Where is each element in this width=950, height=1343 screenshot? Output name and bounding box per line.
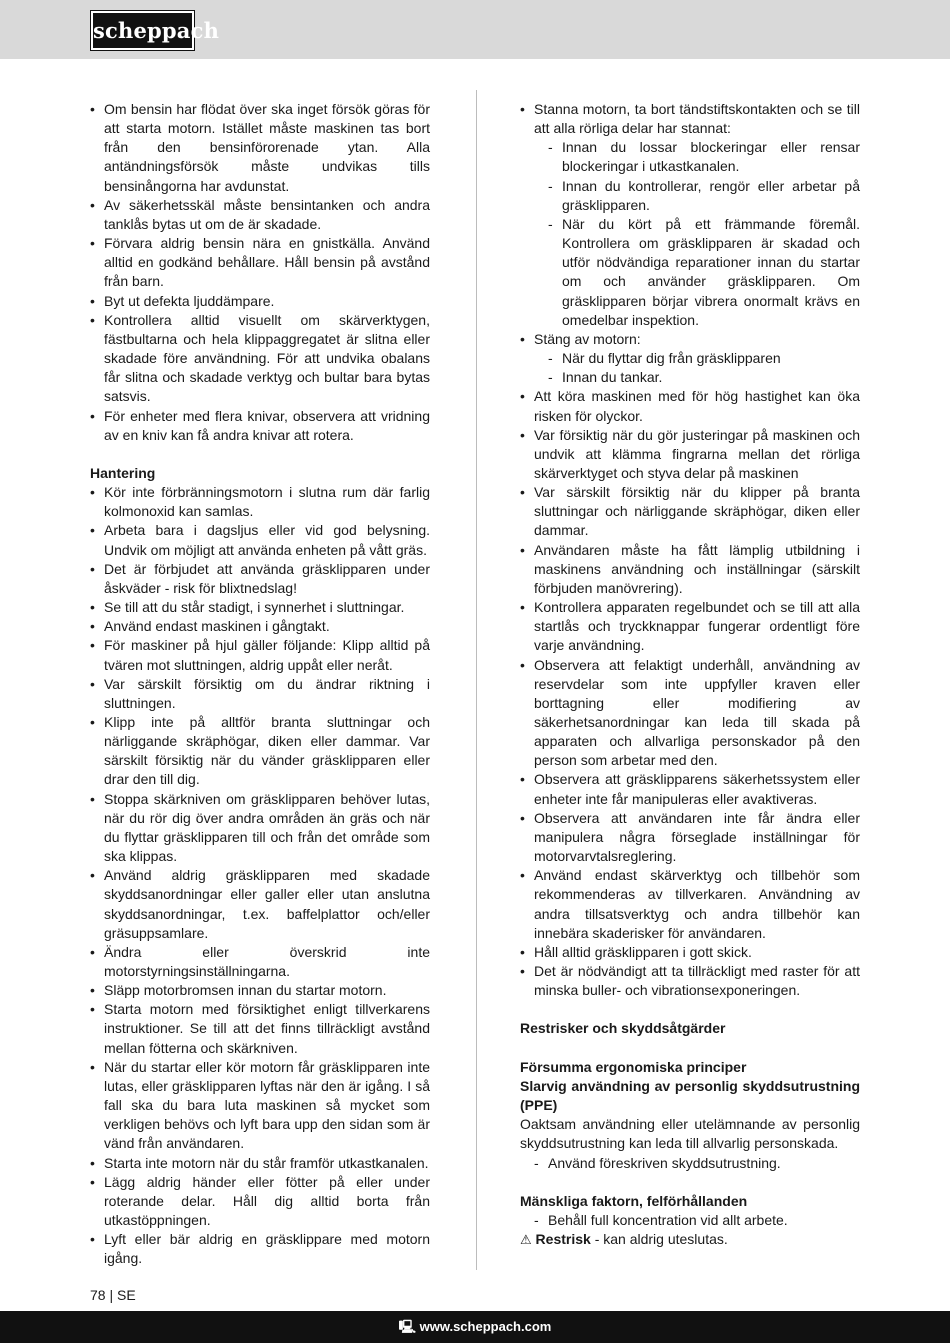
- monitor-icon: 🖳: [398, 1319, 416, 1334]
- list-item: • Se till att du står stadigt, i synnerhet i sluttningar.: [90, 598, 430, 617]
- hantering-list: [90, 483, 430, 1268]
- list-item: • Starta motorn med försiktighet enligt tillverkarens instruktioner. Se till att det finns tillräckligt avstånd mellan fötterna och skärkniven.: [90, 1000, 430, 1057]
- stop-engine-sublist: [534, 138, 860, 330]
- list-item: • Släpp motorbromsen innan du startar motorn.: [90, 981, 430, 1000]
- list-item: • Stoppa skärkniven om gräsklipparen behöver lutas, när du rör dig över andra områden än gräs och när du flyttar gräsklipparen till och från det område som ska klippas.: [90, 790, 430, 867]
- left-column: [90, 100, 430, 1269]
- list-item: • Använd aldrig gräsklipparen med skadade skyddsanordningar eller galler eller utan anslutna skyddsanordningar, t.ex. baffelplattor och/eller gräsuppsamlare.: [90, 866, 430, 943]
- shutoff-text: Stäng av motorn:: [534, 330, 641, 347]
- list-item: • Var särskilt försiktig när du klipper på branta sluttningar och närliggande skräphögar, diken eller dammar.: [520, 483, 860, 540]
- list-item: • Observera att användaren inte får ändra eller manipulera några förseglade inställningar för motorvarvtalsreglering.: [520, 809, 860, 866]
- spacer: [520, 1173, 860, 1192]
- list-item: • Kör inte förbränningsmotorn i slutna rum där farlig kolmonoxid kan samlas.: [90, 483, 430, 521]
- list-item: • Byt ut defekta ljuddämpare.: [90, 292, 430, 311]
- list-item: • Var särskilt försiktig om du ändrar riktning i sluttningen.: [90, 675, 430, 713]
- separator: |: [109, 1287, 114, 1303]
- sub-list-item: - Innan du tankar.: [534, 368, 860, 387]
- list-item: • Lägg aldrig händer eller fötter på eller under roterande delar. Håll dig alltid borta från utkastöppningen.: [90, 1173, 430, 1230]
- page-number: [90, 1287, 136, 1303]
- right-column: [520, 100, 860, 1249]
- list-item: • Observera att gräsklipparens säkerhetssystem eller enheter inte får manipuleras eller avaktiveras.: [520, 770, 860, 808]
- list-item: • Förvara aldrig bensin nära en gnistkälla. Använd alltid en godkänd behållare. Håll bensin på avstånd från barn.: [90, 234, 430, 291]
- restrisk-text: - kan aldrig uteslutas.: [590, 1231, 728, 1248]
- list-item: [520, 100, 860, 330]
- list-item: • Kontrollera alltid visuellt om skärverktygen, fästbultarna och hela klippaggregatet är slitna eller skadade före användning. För att undvika obalans får slitna och skadade verktyg och bultar bara bytas satsvis.: [90, 311, 430, 407]
- website-url: www.scheppach.com: [419, 1319, 552, 1334]
- section-heading-hantering: Hantering: [90, 464, 156, 481]
- list-item: • Lyft eller bär aldrig en gräsklippare med motorn igång.: [90, 1230, 430, 1268]
- right-list: [520, 100, 860, 1000]
- list-item: • Observera att felaktigt underhåll, användning av reservdelar som inte uppfyller kraven eller borttagning eller modifiering av säkerhetsanordningar kan leda till skada på apparaten och allvarliga personskador på den person som arbetar med den.: [520, 656, 860, 771]
- section-heading-ergonomics: Försumma ergonomiska principer: [520, 1058, 747, 1075]
- spacer: [520, 1000, 860, 1019]
- sub-list-item: - Innan du kontrollerar, rengör eller arbetar på gräsklipparen.: [534, 177, 860, 215]
- list-item: • Om bensin har flödat över ska inget försök göras för att starta motorn. Istället måste maskinen tas bort från den bensinförorenade ytan. Alla antändningsförsök måste undvikas tills bensinångorna har avdunstat.: [90, 100, 430, 196]
- sub-list-item: - När du kört på ett främmande föremål. Kontrollera om gräsklipparen är skadad och utför nödvändiga reparationer innan du startar om och använder gräsklipparen. Om gräsklipparen börjar vibrera onormalt krävs en omedelbar inspektion.: [534, 215, 860, 330]
- section-heading-residual-risks: Restrisker och skyddsåtgärder: [520, 1020, 726, 1037]
- list-item: • Det är förbjudet att använda gräsklipparen under åskväder - risk för blixtnedslag!: [90, 560, 430, 598]
- spacer: [90, 445, 430, 464]
- warning-triangle-icon: ⚠: [520, 1232, 532, 1248]
- sub-list-item: - Innan du lossar blockeringar eller rensar blockeringar i utkastkanalen.: [534, 138, 860, 176]
- ppe-paragraph: Oaktsam användning eller utelämnande av personlig skyddsutrustning kan leda till allvarlig personskada.: [520, 1116, 860, 1152]
- list-item: • Starta inte motorn när du står framför utkastkanalen.: [90, 1154, 430, 1173]
- list-item: • Att köra maskinen med för hög hastighet kan öka risken för olyckor.: [520, 387, 860, 425]
- residual-risk-note: [520, 1230, 860, 1249]
- sub-list-item: - När du flyttar dig från gräsklipparen: [534, 349, 860, 368]
- human-factor-sublist: [520, 1211, 860, 1230]
- ppe-sublist: [520, 1154, 860, 1173]
- list-item: • Använd endast maskinen i gångtakt.: [90, 617, 430, 636]
- page-header: [0, 0, 950, 59]
- column-divider: [476, 90, 477, 1270]
- website-link[interactable]: [0, 1318, 950, 1340]
- language-code: SE: [117, 1287, 136, 1303]
- shutoff-sublist: [534, 349, 860, 387]
- list-item: • Håll alltid gräsklipparen i gott skick.: [520, 943, 860, 962]
- page-number-value: 78: [90, 1287, 106, 1303]
- list-item: • Var försiktig när du gör justeringar på maskinen och undvik att klämma fingrarna mellan det rörliga skärverktyget och styva delar på maskinen: [520, 426, 860, 483]
- list-item: • När du startar eller kör motorn får gräsklipparen inte lutas, eller gräsklipparen lyftas när den är igång. I så fall ska du bara luta maskinen så mycket som verkligen behövs och lyft bara upp den sidan som är vänd från användaren.: [90, 1058, 430, 1154]
- list-item: • Ändra eller överskrid inte motorstyrningsinställningarna.: [90, 943, 430, 981]
- section-heading-human-factor: Mänskliga faktorn, felförhållanden: [520, 1192, 748, 1209]
- intro-list: [90, 100, 430, 445]
- list-item: • Klipp inte på alltför branta sluttningar och närliggande skräphögar, diken eller dammar. Var särskilt försiktig när du vänder gräsklipparen eller drar den till dig.: [90, 713, 430, 790]
- stop-engine-text: Stanna motorn, ta bort tändstiftskontakten och se till att alla rörliga delar har stannat:: [534, 101, 860, 137]
- list-item: • För maskiner på hjul gäller följande: Klipp alltid på tvären mot sluttningen, aldrig uppåt eller neråt.: [90, 636, 430, 674]
- scheppach-logo: scheppach: [91, 11, 194, 50]
- footer-bar: [0, 1311, 950, 1343]
- spacer: [520, 1039, 860, 1058]
- sub-list-item: - Behåll full koncentration vid allt arbete.: [520, 1211, 860, 1230]
- restrisk-label: Restrisk: [535, 1231, 591, 1248]
- list-item: • Använd endast skärverktyg och tillbehör som rekommenderas av tillverkaren. Användning av andra tillsatsverktyg och andra tillbehör kan innebära skaderisker för användaren.: [520, 866, 860, 943]
- list-item: • Av säkerhetsskäl måste bensintanken och andra tanklås bytas ut om de är skadade.: [90, 196, 430, 234]
- list-item: • Det är nödvändigt att ta tillräckligt med raster för att minska buller- och vibrationsexponeringen.: [520, 962, 860, 1000]
- sub-list-item: - Använd föreskriven skyddsutrustning.: [520, 1154, 860, 1173]
- list-item: • Användaren måste ha fått lämplig utbildning i maskinens användning och inställningar (särskilt förbjuden manövrering).: [520, 541, 860, 598]
- list-item: • För enheter med flera knivar, observera att vridning av en kniv kan få andra knivar att rotera.: [90, 407, 430, 445]
- list-item: • Kontrollera apparaten regelbundet och se till att alla startlås och tryckknappar fungerar ordentligt före varje användning.: [520, 598, 860, 655]
- list-item: [520, 330, 860, 387]
- section-heading-ppe: Slarvig användning av personlig skyddsutrustning (PPE): [520, 1077, 860, 1114]
- list-item: • Arbeta bara i dagsljus eller vid god belysning. Undvik om möjligt att använda enheten på vått gräs.: [90, 521, 430, 559]
